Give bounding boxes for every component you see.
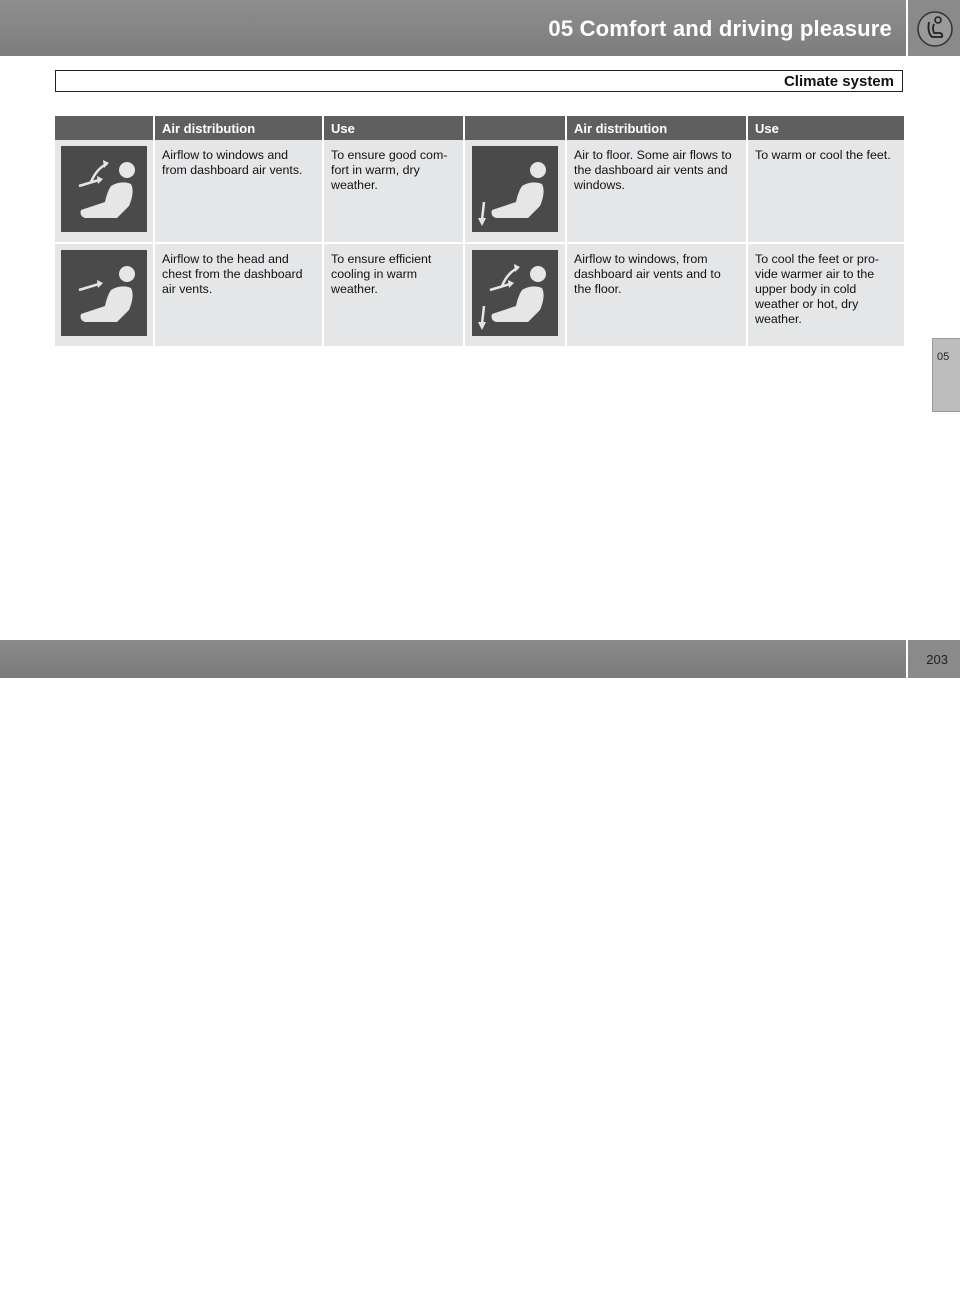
chapter-side-tab[interactable] bbox=[932, 338, 960, 412]
watermark: carmanualsonline.info bbox=[618, 1284, 843, 1309]
chapter-icon-box bbox=[906, 0, 960, 56]
page-number-box bbox=[906, 640, 960, 678]
airflow-windows-vents-floor-icon bbox=[472, 250, 558, 336]
col-header-icon bbox=[55, 116, 154, 140]
table-header-row bbox=[55, 116, 904, 140]
air-distribution-table bbox=[55, 116, 904, 348]
icon-cell bbox=[55, 140, 154, 243]
col-header-use: Use bbox=[323, 116, 464, 140]
chapter-tab-label: 05 bbox=[937, 351, 950, 363]
col-header-air-distribution: Air distribution bbox=[566, 116, 747, 140]
use-cell: To cool the feet or pro-vide warmer air to the upper body in cold weather or hot, dry weather. bbox=[747, 243, 904, 347]
chapter-title: 05 Comfort and driving pleasure bbox=[548, 16, 892, 41]
airflow-floor-vents-windows-icon bbox=[472, 146, 558, 232]
col-header-icon bbox=[464, 116, 566, 140]
page-number: 203 bbox=[926, 652, 948, 667]
col-header-air-distribution: Air distribution bbox=[154, 116, 323, 140]
table-row bbox=[55, 140, 904, 243]
use-cell: To ensure efficient cooling in warm weather. bbox=[323, 243, 464, 347]
air-distribution-cell: Airflow to windows and from dashboard air vents. bbox=[154, 140, 323, 243]
icon-cell bbox=[464, 140, 566, 243]
airflow-head-chest-icon bbox=[61, 250, 147, 336]
section-bar bbox=[55, 70, 903, 92]
table-row bbox=[55, 243, 904, 347]
icon-cell bbox=[464, 243, 566, 347]
air-distribution-cell: Airflow to the head and chest from the dashboard air vents. bbox=[154, 243, 323, 347]
air-distribution-cell: Airflow to windows, from dashboard air vents and to the floor. bbox=[566, 243, 747, 347]
chapter-header bbox=[0, 0, 906, 56]
section-title: Climate system bbox=[783, 73, 894, 90]
seat-icon bbox=[916, 10, 954, 48]
use-cell: To ensure good com-fort in warm, dry weather. bbox=[323, 140, 464, 243]
use-cell: To warm or cool the feet. bbox=[747, 140, 904, 243]
icon-cell bbox=[55, 243, 154, 347]
airflow-windows-vents-icon bbox=[61, 146, 147, 232]
air-distribution-cell: Air to floor. Some air flows to the dashboard air vents and windows. bbox=[566, 140, 747, 243]
col-header-use: Use bbox=[747, 116, 904, 140]
page-footer bbox=[0, 640, 906, 1309]
